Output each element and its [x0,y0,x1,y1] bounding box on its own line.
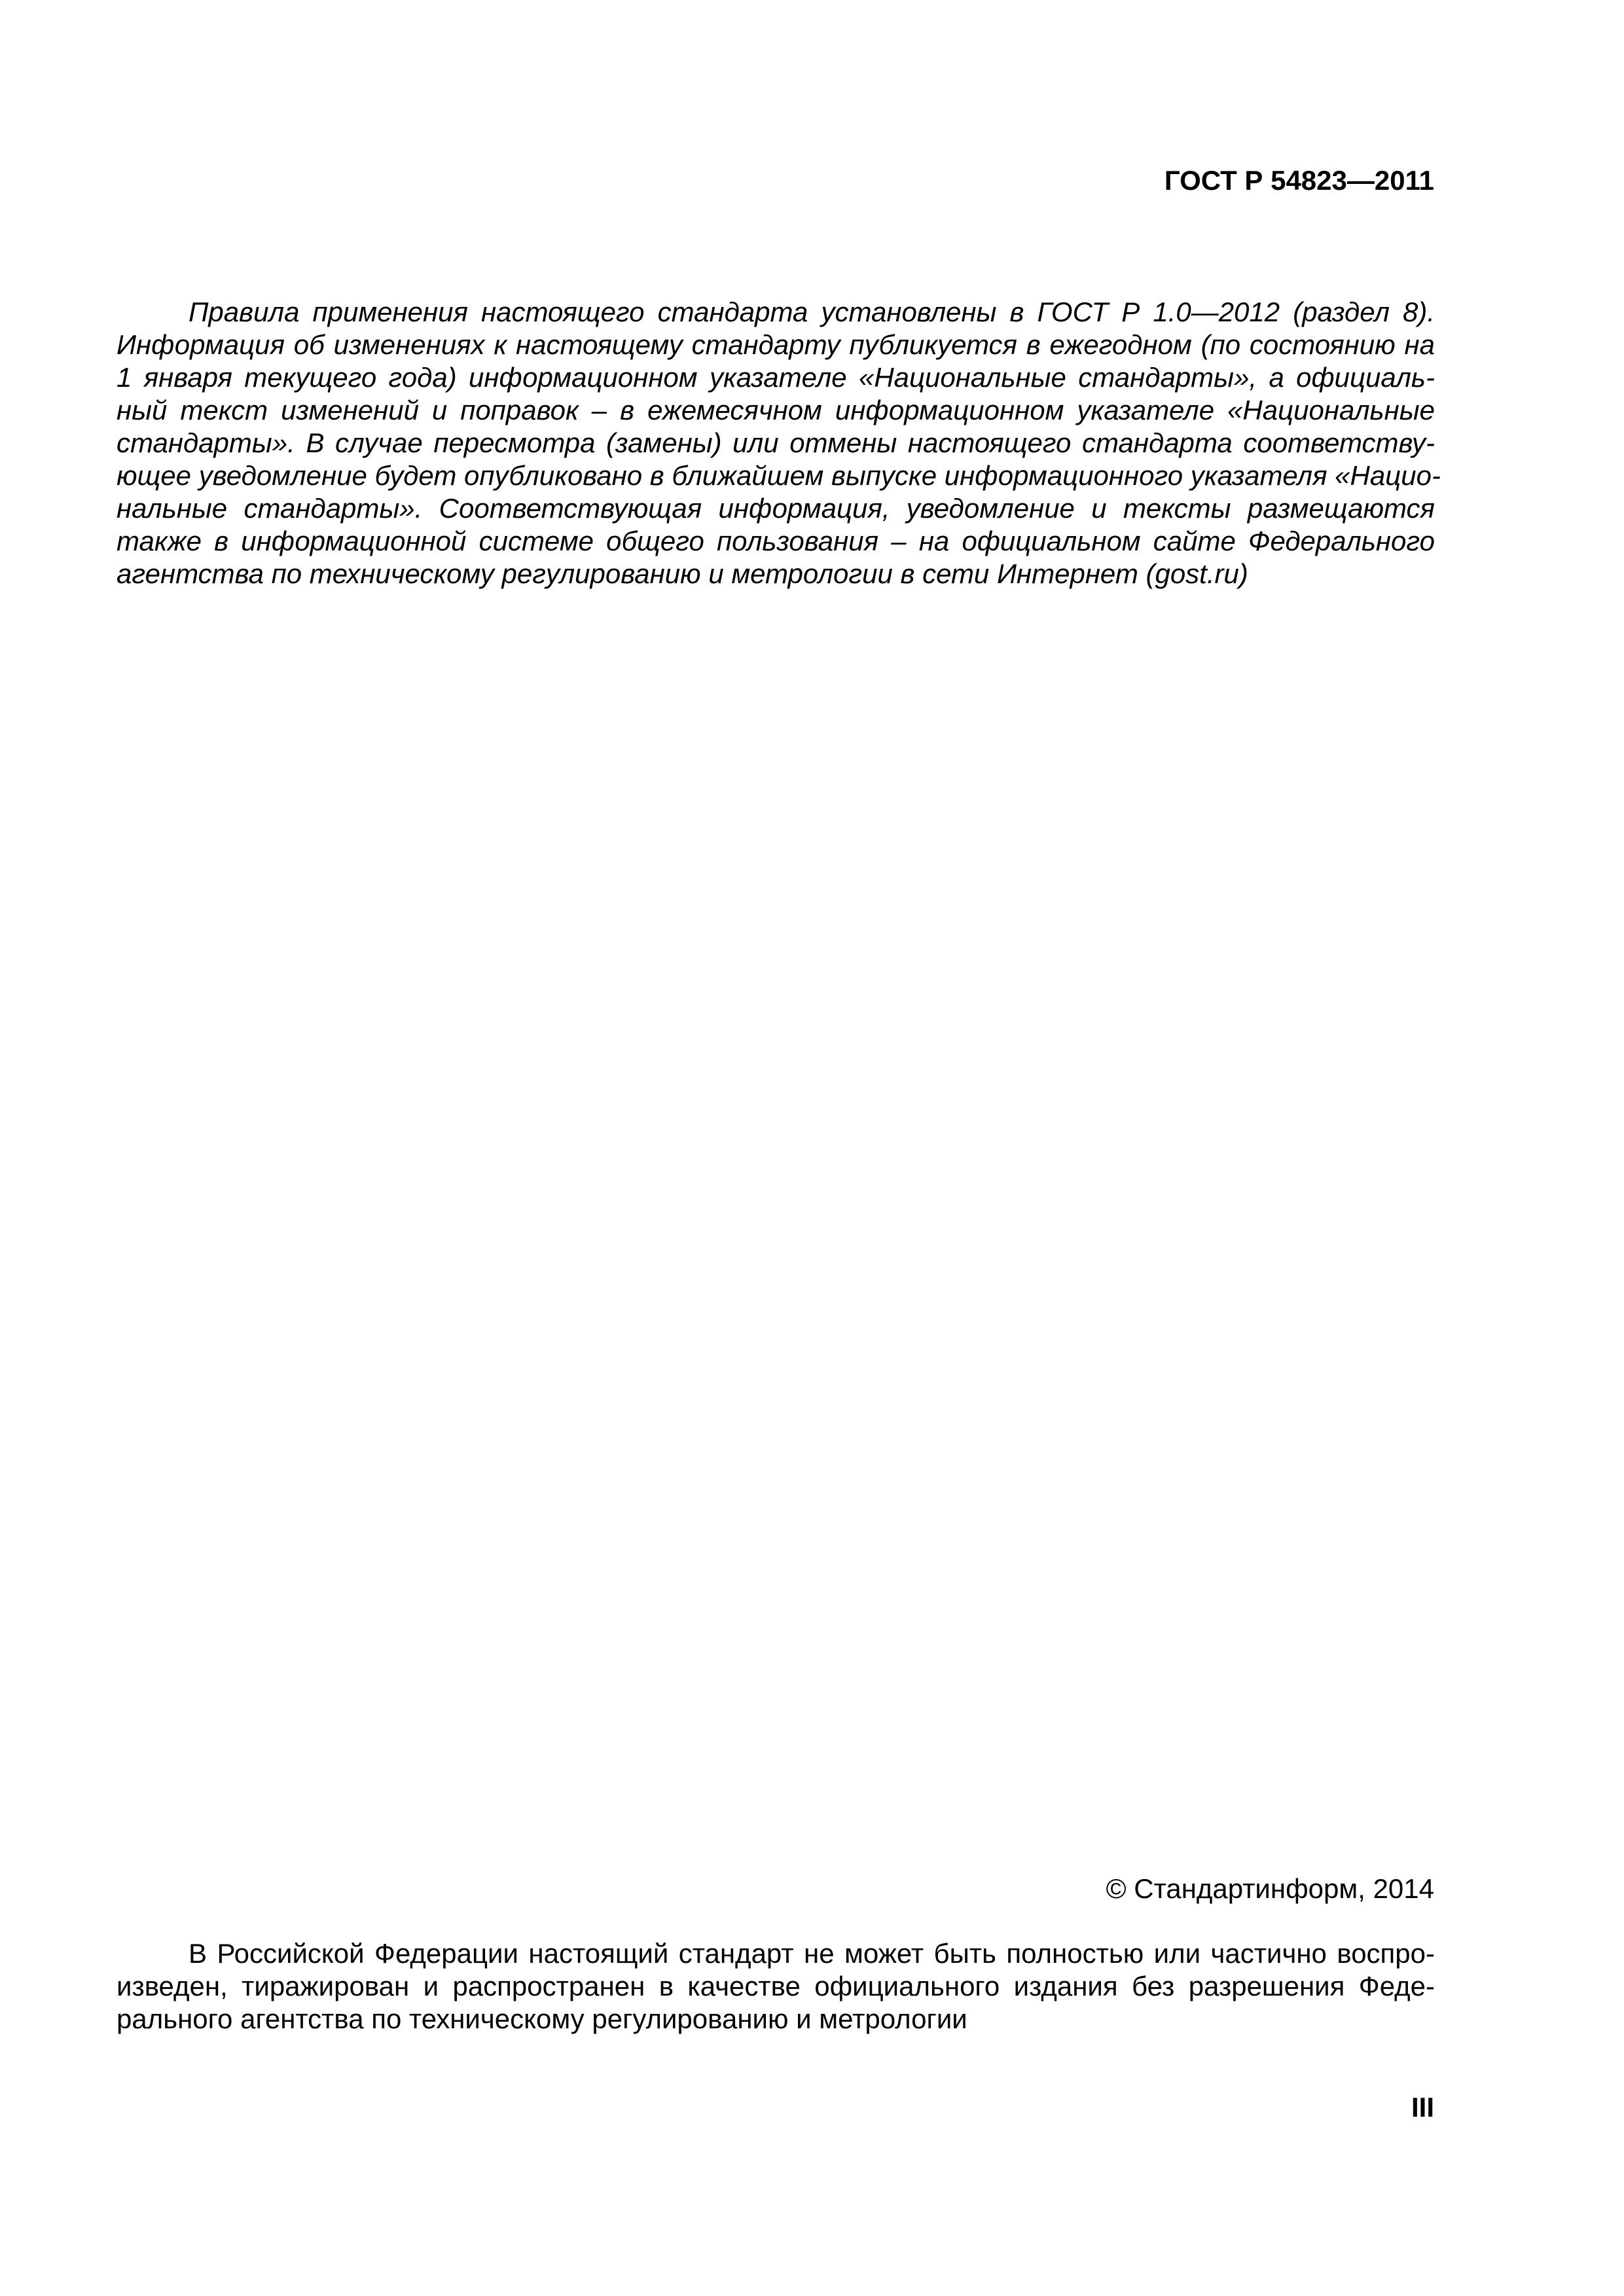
notice-line: Информация об изменениях к настоящему стандарту публикуется в ежегодном (по состоянию на [117,329,1435,360]
reproduction-rights-notice [117,1937,1435,2036]
notice-line: агентства по техническому регулированию и метрологии в сети Интернет (gost.ru) [117,558,1248,589]
rights-line: В Российской Федерации настоящий стандарт не может быть полностью или частично воспро- [189,1938,1435,1969]
notice-line: нальные стандарты». Соответствующая информация, уведомление и тексты размещаются [117,493,1435,524]
notice-line: ющее уведомление будет опубликовано в ближайшем выпуске информационного указателя «Нацио- [117,460,1441,491]
rights-line: изведен, тиражирован и распространен в качестве официального издания без разрешения Феде- [117,1971,1435,2001]
copyright-notice: © Стандартинформ, 2014 [1106,1873,1434,1904]
notice-line: 1 января текущего года) информационном указателе «Национальные стандарты», а официаль- [117,362,1435,393]
page-number: III [1411,2092,1434,2123]
notice-line: Правила применения настоящего стандарта установлены в ГОСТ Р 1.0—2012 (раздел 8). [189,296,1435,327]
notice-line: стандарты». В случае пересмотра (замены) или отмены настоящего стандарта соответству- [117,427,1435,458]
notice-line: также в информационной системе общего пользования – на официальном сайте Федерального [117,526,1435,556]
document-code-header: ГОСТ Р 54823—2011 [1164,165,1434,196]
publication-notice [117,296,1441,590]
notice-line: ный текст изменений и поправок – в ежемесячном информационном указателе «Национальные [117,395,1435,425]
rights-line: рального агентства по техническому регулированию и метрологии [117,2003,967,2034]
